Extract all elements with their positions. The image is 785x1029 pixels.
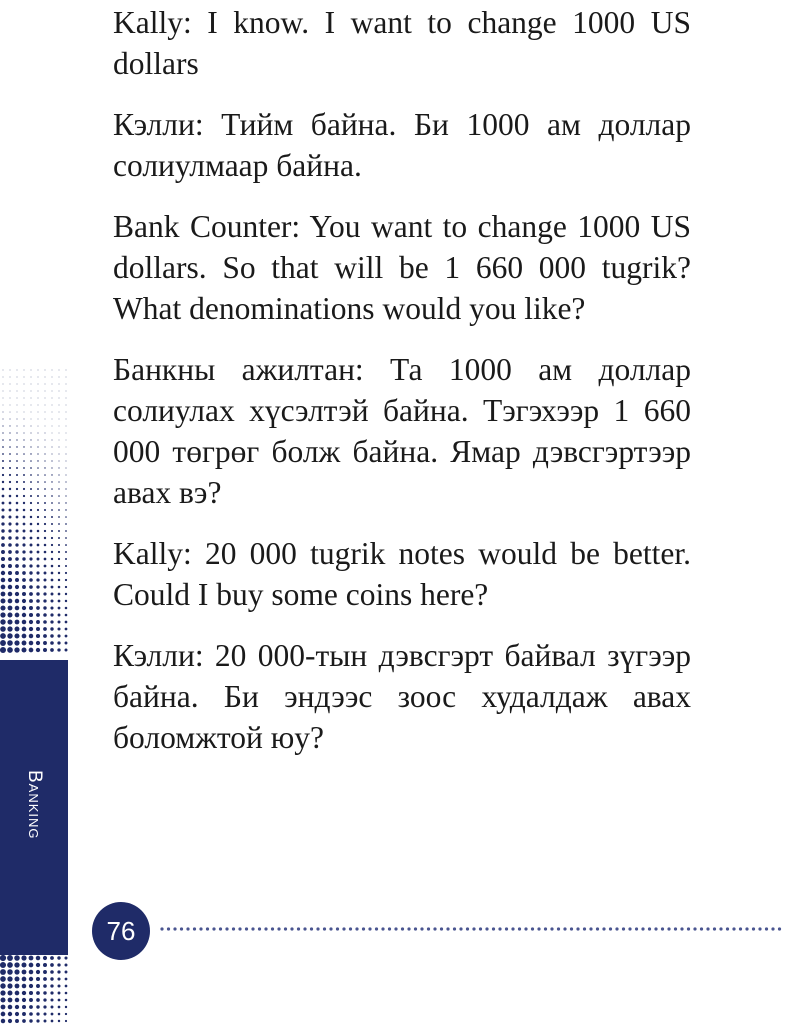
section-tab-label: Banking (24, 770, 45, 840)
dialogue-content (113, 2, 691, 778)
page-number-badge: 76 (92, 902, 150, 960)
dialogue-paragraph: Kally: I know. I want to change 1000 US dollars (113, 5, 691, 81)
dialogue-paragraph: Bank Counter: You want to change 1000 US dollars. So that will be 1 660 000 tugrik? What denominations would you like? (113, 209, 691, 326)
dialogue-paragraph: Кэлли: 20 000-тын дэвсгэрт байвал зүгээр байна. Би эндээс зоос худалдаж авах боломжтой юу? (113, 638, 691, 755)
dialogue-paragraph: Банкны ажилтан: Та 1000 ам доллар солиулах хүсэлтэй байна. Тэгэхээр 1 660 000 төгрөг болж байна. Ямар дэвсгэртээр авах вэ? (113, 352, 691, 510)
dialogue-paragraph: Кэлли: Тийм байна. Би 1000 ам доллар солиулмаар байна. (113, 107, 691, 183)
dialogue-paragraph: Kally: 20 000 tugrik notes would be better. Could I buy some coins here? (113, 536, 691, 612)
dotted-footer-rule (160, 926, 785, 932)
